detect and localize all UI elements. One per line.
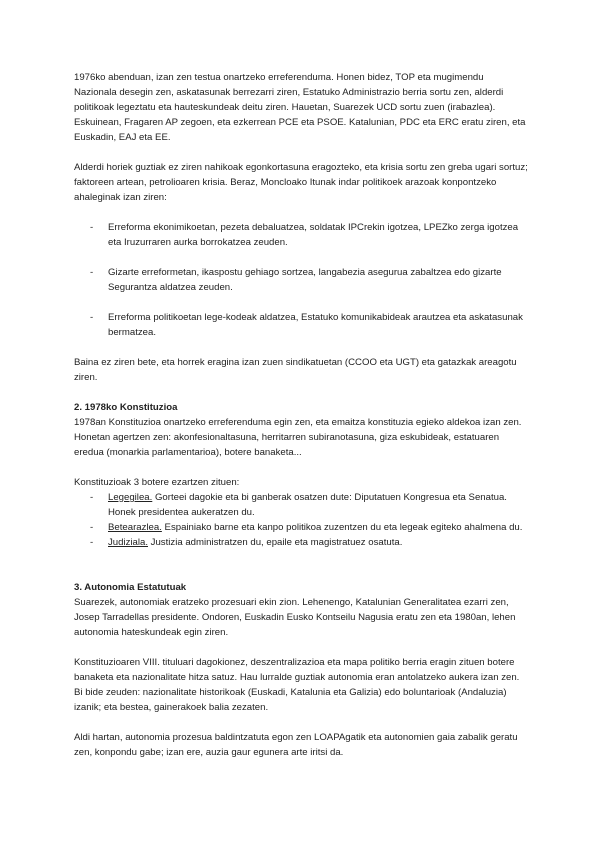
powers-list (74, 490, 528, 550)
section-3-paragraph-1: Suarezek, autonomiak eratzeko prozesuari ekin zion. Lehenengo, Katalunian Generalitatea ezarri zen, Josep Tarradellas presidente. Ondoren, Euskadin Eusko Kontseilu Nagusia eratu zen eta 1980an, lehen autonomia hateskundeak egin ziren. (74, 597, 516, 638)
power-description: Espainiako barne eta kanpo politikoa zuzentzen du eta legeak egiteko ahalmena du. (161, 522, 523, 533)
section-2-paragraph-1: 1978an Konstituzioa onartzeko erreferenduma egin zen, eta emaitza konstituzia egieko aldekoa izan zen. Honetan agertzen zen: akonfesionaltasuna, herritarren subiranotasuna, giza eskubideak, estatuaren eredua (monarkia parlamentarioa), botere banaketa... (74, 417, 522, 458)
section-2-paragraph-2: Konstituzioak 3 botere ezartzen zituen: (74, 477, 240, 488)
list-item (74, 490, 528, 520)
power-description: Gorteei dagokie eta bi ganberak osatzen dute: Diputatuen Kongresua eta Senatua. Honek presidentea aukeratzen du. (108, 492, 507, 518)
power-term: Judiziala. (108, 537, 148, 548)
power-description: Justizia administratzen du, epaile eta magistratuez osatuta. (148, 537, 403, 548)
section-3-heading: 3. Autonomia Estatutuak (74, 582, 187, 593)
list-item: - Gizarte erreformetan, ikaspostu gehiago sortzea, langabezia asegurua zabaltzea edo gizarte Segurantza aldatzea zeuden. (74, 265, 528, 295)
section-3-paragraph-2: Konstituzioaren VIII. tituluari dagokionez, deszentralizazioa eta mapa politiko berria eragin zituen botere banaketa eta nazionalitate hitza satuz. Hau lurralde guztiak autonomia eran antolatzeko aukera izan zen. Bi bide zeuden: nazionalitate historikoak (Euskadi, Katalunia eta Galizia) edo boluntarioak (Andaluzia) izanik; eta bestea, gainerakoek balia zezaten. (74, 657, 520, 713)
reforms-list (74, 220, 528, 340)
intro-paragraph-1: 1976ko abenduan, izan zen testua onartzeko erreferenduma. Honen bidez, TOP eta mugimendu Nazionala desegin zen, askatasunak berrezarri ziren, Estatuko Administrazio berria sortu zen, alderdi politikoak legeztatu eta hauteskundeak deitu ziren. Hauetan, Suarezek UCD sortu zuen (irabazlea). Eskuinean, Fragaren AP zegoen, eta ezkerrean PCE eta PSOE. Katalunian, PDC eta ERC eratu ziren, eta Euskadin, EAJ eta EE. (74, 72, 526, 143)
list-item: - Erreforma ekonimikoetan, pezeta debaluatzea, soldatak IPCrekin igotzea, LPEZko zerga igotzea eta Iruzurraren aurka borrokatzea zeuden. (74, 220, 528, 250)
list-item: - Erreforma politikoetan lege-kodeak aldatzea, Estatuko komunikabideak arautzea eta askatasunak bermatzea. (74, 310, 528, 340)
list-item (74, 535, 528, 550)
intro-paragraph-3: Baina ez ziren bete, eta horrek eragina izan zuen sindikatuetan (CCOO eta UGT) eta gatazkak areagotu ziren. (74, 357, 517, 383)
section-3-paragraph-3: Aldi hartan, autonomia prozesua baldintzatuta egon zen LOAPAgatik eta autonomien gaia zabalik geratu zen, konpondu gabe; izan ere, auzia gaur egunera arte iritsi da. (74, 732, 518, 758)
power-term: Betearazlea. (108, 522, 162, 533)
intro-paragraph-2: Alderdi horiek guztiak ez ziren nahikoak egonkortasuna eragozteko, eta krisia sortu zen greba ugari sortuz; faktoreen artean, petrolioaren krisia. Beraz, Moncloako Itunak indar politikoek arazoak konpontzeko ahaleginak izan ziren: (74, 162, 528, 203)
power-term: Legegilea. (108, 492, 153, 503)
list-item (74, 520, 528, 535)
section-2-heading: 2. 1978ko Konstituzioa (74, 402, 178, 413)
